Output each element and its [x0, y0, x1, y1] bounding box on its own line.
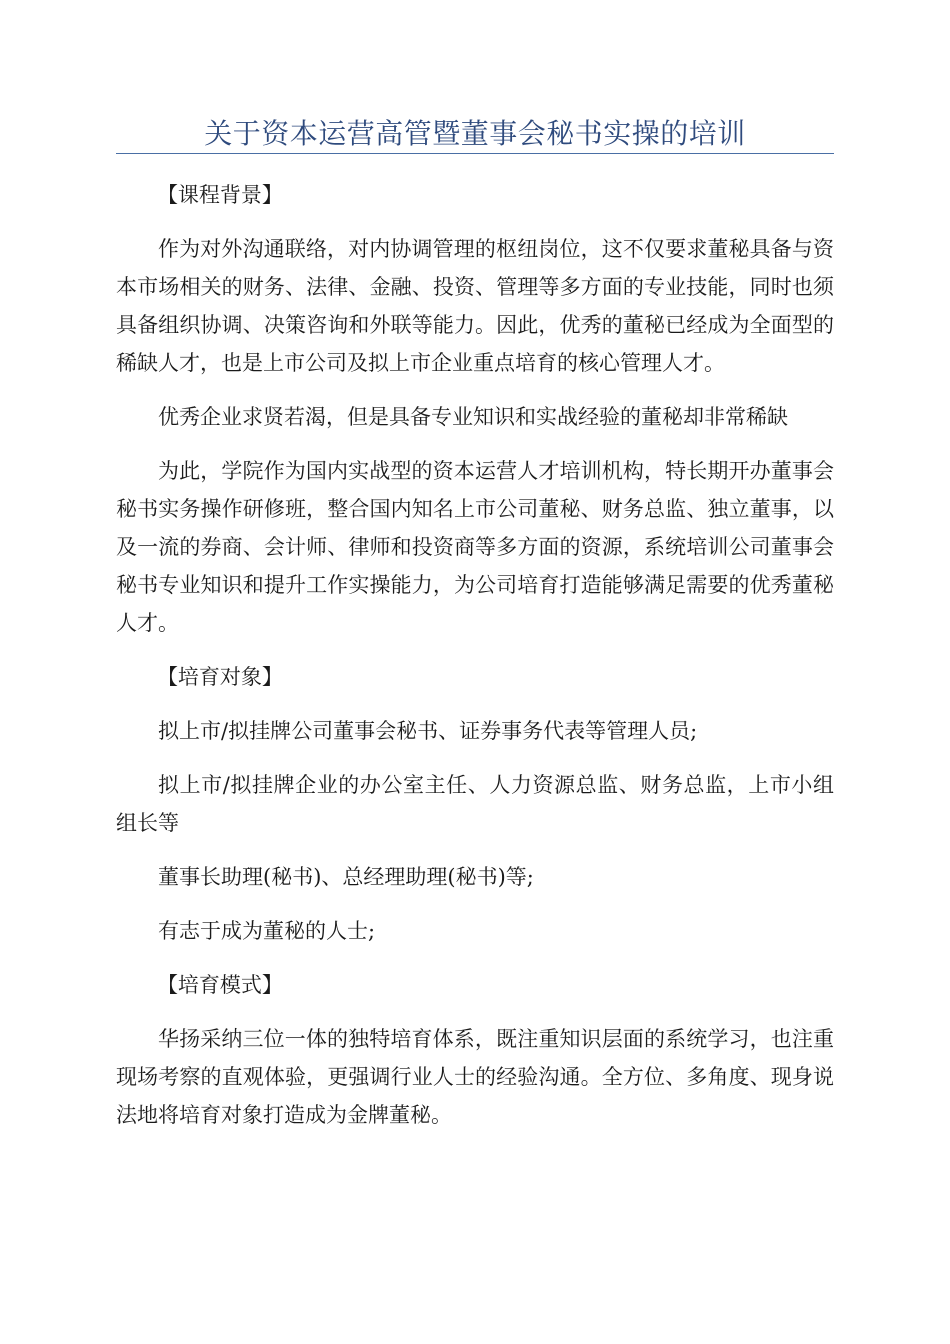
background-paragraph-2: 优秀企业求贤若渴，但是具备专业知识和实战经验的董秘却非常稀缺	[158, 405, 788, 429]
title-underline	[116, 153, 834, 154]
target-item-4: 有志于成为董秘的人士;	[158, 919, 376, 943]
background-paragraph-1: 作为对外沟通联络，对内协调管理的枢纽岗位，这不仅要求董秘具备与资本市场相关的财务、法律、金融、投资、管理等多方面的专业技能，同时也须具备组织协调、决策咨询和外联等能力。因此，优秀的董秘已经成为全面型的稀缺人才，也是上市公司及拟上市企业重点培育的核心管理人才。	[116, 237, 834, 375]
section-heading-background: 【课程背景】	[156, 183, 283, 207]
target-item-2: 拟上市/拟挂牌企业的办公室主任、人力资源总监、财务总监，上市小组组长等	[116, 773, 834, 835]
mode-paragraph-1: 华扬采纳三位一体的独特培育体系，既注重知识层面的系统学习，也注重现场考察的直观体验，更强调行业人士的经验沟通。全方位、多角度、现身说法地将培育对象打造成为金牌董秘。	[116, 1027, 834, 1127]
background-paragraph-3: 为此，学院作为国内实战型的资本运营人才培训机构，特长期开办董事会秘书实务操作研修班，整合国内知名上市公司董秘、财务总监、独立董事，以及一流的券商、会计师、律师和投资商等多方面的资源，系统培训公司董事会秘书专业知识和提升工作实操能力，为公司培育打造能够满足需要的优秀董秘人才。	[116, 459, 834, 635]
target-item-3: 董事长助理(秘书)、总经理助理(秘书)等;	[158, 865, 534, 889]
document-title: 关于资本运营高管暨董事会秘书实操的培训	[204, 117, 746, 150]
target-item-1: 拟上市/拟挂牌公司董事会秘书、证券事务代表等管理人员;	[158, 719, 698, 743]
document-body	[116, 176, 834, 1134]
section-heading-target: 【培育对象】	[156, 665, 283, 689]
section-heading-mode: 【培育模式】	[156, 973, 283, 997]
